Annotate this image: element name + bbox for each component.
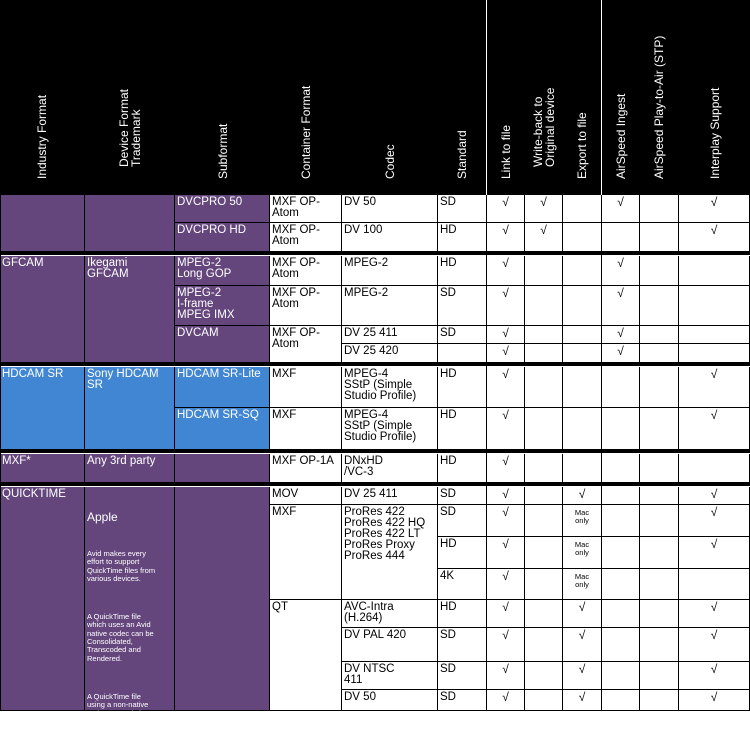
column-divider [601,195,602,711]
cell-subformat: MPEG-2 Long GOP [175,256,270,286]
cell-container: MXF [270,505,342,600]
cell-link: √ [487,286,525,326]
cell-device: Sony HDCAM SR [85,367,175,450]
cell-ingest [602,537,640,569]
cell-codec: DV 100 [342,223,438,252]
header-label: Standard [455,130,469,179]
cell-export: √ [563,628,602,662]
cell-export [563,326,602,344]
cell-codec: DNxHD /VC-3 [342,454,438,483]
cell-standard: HD [438,223,487,252]
cell-subformat: DVCPRO HD [175,223,270,252]
cell-link: √ [487,326,525,344]
header-link [487,0,524,195]
cell-export [563,286,602,326]
cell-writeback [525,286,563,326]
cell-writeback [525,662,563,690]
cell-ingest [602,487,640,505]
header-industry-format [0,0,84,195]
cell-subformat [175,487,270,711]
cell-export [563,344,602,363]
header-label: Write-back to Original device [531,87,557,167]
cell-standard: SD [438,326,487,344]
note-native: A QuickTime file which uses an Avid native codec can be Consolidated, Transcoded and Rendered. [87,612,154,663]
header-label: Subformat [215,123,230,179]
header-label: AirSpeed Play-to-Air (STP) [652,35,666,179]
cell-export: √ [563,487,602,505]
cell-industry: QUICKTIME [0,487,85,711]
header-export [563,0,601,195]
cell-container: MXF OP- Atom [270,326,342,363]
cell-interplay: √ [679,628,750,662]
note-nonnative: A QuickTime file using a non-native codec can only be Transcoded. [87,691,149,726]
cell-link: √ [487,537,525,569]
cell-standard: SD [438,505,487,537]
cell-playtoair [640,223,679,252]
cell-standard: SD [438,487,487,505]
cell-link: √ [487,662,525,690]
cell-ingest: √ [602,195,640,223]
cell-interplay: √ [679,223,750,252]
header-playtoair [640,0,678,195]
cell-ingest [602,662,640,690]
table-header [0,0,750,195]
cell-standard: 4K [438,569,487,600]
cell-writeback [525,256,563,286]
header-ingest [602,0,639,195]
cell-codec: DV 25 420 [342,344,438,363]
cell-device: Any 3rd party [85,454,175,483]
cell-link: √ [487,628,525,662]
cell-codec: AVC-Intra (H.264) [342,600,438,628]
cell-container: MXF OP- Atom [270,223,342,252]
cell-writeback [525,628,563,662]
cell-codec: MPEG-4 SStP (Simple Studio Profile) [342,367,438,408]
cell-interplay: √ [679,537,750,569]
cell-interplay: √ [679,505,750,537]
group-divider [0,252,750,255]
cell-container: MOV [270,487,342,505]
cell-standard: HD [438,600,487,628]
cell-link: √ [487,256,525,286]
cell-container: QT [270,600,342,711]
header-container [270,0,342,195]
cell-container: MXF OP- Atom [270,286,342,326]
cell-link: √ [487,367,525,408]
cell-writeback [525,408,563,450]
cell-standard: SD [438,286,487,326]
cell-writeback: √ [525,195,563,223]
cell-playtoair [640,326,679,344]
cell-link: √ [487,600,525,628]
cell-device [85,487,175,726]
cell-writeback [525,487,563,505]
cell-writeback [525,569,563,600]
cell-export: √ [563,690,602,711]
header-codec [342,0,438,195]
cell-export [563,195,602,223]
cell-interplay [679,286,750,326]
cell-ingest [602,628,640,662]
cell-export [563,454,602,483]
header-label: Container Format [299,85,313,179]
cell-container: MXF [270,367,342,408]
cell-codec: MPEG-2 [342,286,438,326]
cell-playtoair [640,628,679,662]
table-left-border [0,195,1,711]
cell-link: √ [487,690,525,711]
cell-subformat [175,454,270,483]
cell-standard [438,344,487,363]
cell-codec: DV NTSC 411 [342,662,438,690]
cell-link: √ [487,505,525,537]
cell-device: Ikegami GFCAM [85,256,175,363]
cell-writeback [525,600,563,628]
cell-standard: SD [438,690,487,711]
cell-industry: MXF* [0,454,85,483]
cell-standard: SD [438,662,487,690]
cell-codec: DV 50 [342,195,438,223]
cell-export: Mac only [563,505,602,537]
cell-playtoair [640,690,679,711]
cell-link: √ [487,569,525,600]
cell-standard: SD [438,195,487,223]
cell-interplay: √ [679,367,750,408]
cell-container: MXF OP- Atom [270,195,342,223]
header-divider [601,0,602,195]
cell-standard: HD [438,537,487,569]
cell-writeback [525,690,563,711]
cell-writeback [525,505,563,537]
cell-industry: HDCAM SR [0,367,85,450]
cell-link: √ [487,223,525,252]
cell-container: MXF OP- Atom [270,256,342,286]
cell-interplay [679,569,750,600]
group-divider [0,450,750,453]
cell-codec: ProRes 422 ProRes 422 HQ ProRes 422 LT ProRes Proxy ProRes 444 [342,505,438,600]
cell-interplay: √ [679,662,750,690]
cell-ingest: √ [602,344,640,363]
cell-writeback: √ [525,223,563,252]
cell-ingest [602,505,640,537]
group-divider [0,363,750,366]
group-divider [0,483,750,486]
cell-ingest [602,408,640,450]
cell-playtoair [640,600,679,628]
cell-playtoair [640,367,679,408]
cell-export: √ [563,600,602,628]
cell-playtoair [640,195,679,223]
header-standard [438,0,486,195]
cell-codec: MPEG-4 SStP (Simple Studio Profile) [342,408,438,450]
cell-playtoair [640,408,679,450]
header-divider [486,0,487,195]
cell-playtoair [640,569,679,600]
cell-subformat: HDCAM SR-Lite [175,367,270,408]
cell-link: √ [487,487,525,505]
cell-container: MXF OP-1A [270,454,342,483]
cell-link: √ [487,344,525,363]
cell-codec: DV 25 411 [342,487,438,505]
header-interplay [679,0,750,195]
header-label: Export to file [575,112,589,179]
cell-standard: HD [438,256,487,286]
cell-subformat: DVCPRO 50 [175,195,270,223]
cell-export: Mac only [563,537,602,569]
cell-standard: SD [438,628,487,662]
cell-ingest [602,367,640,408]
cell-subformat: DVCAM [175,326,270,363]
cell-writeback [525,454,563,483]
cell-playtoair [640,505,679,537]
cell-link: √ [487,195,525,223]
header-label: AirSpeed Ingest [613,93,628,179]
cell-export: √ [563,662,602,690]
cell-export [563,408,602,450]
cell-interplay [679,344,750,363]
cell-standard: HD [438,454,487,483]
cell-export [563,256,602,286]
cell-ingest: √ [602,326,640,344]
header-writeback [525,0,563,195]
device-name: Apple [87,510,118,524]
cell-playtoair [640,286,679,326]
cell-playtoair [640,256,679,286]
cell-writeback [525,326,563,344]
cell-ingest: √ [602,286,640,326]
cell-codec: DV 25 411 [342,326,438,344]
cell-link: √ [487,454,525,483]
cell-interplay: √ [679,690,750,711]
cell-playtoair [640,487,679,505]
cell-ingest: √ [602,256,640,286]
cell-playtoair [640,344,679,363]
header-label: Interplay Support [707,87,722,179]
cell-ingest [602,600,640,628]
cell-industry: GFCAM [0,256,85,363]
cell-playtoair [640,454,679,483]
cell-ingest [602,454,640,483]
cell-interplay [679,326,750,344]
cell-interplay [679,454,750,483]
cell-export [563,367,602,408]
cell-writeback [525,367,563,408]
cell-industry [0,195,85,252]
cell-interplay: √ [679,195,750,223]
cell-link: √ [487,408,525,450]
cell-interplay: √ [679,408,750,450]
cell-export: Mac only [563,569,602,600]
cell-device [85,195,175,252]
header-label: Codec [383,144,397,179]
header-label: Device Format Trademark [116,88,143,167]
cell-subformat: MPEG-2 I-frame MPEG IMX [175,286,270,326]
cell-writeback [525,537,563,569]
note-support: Avid makes every effort to support QuickTime files from various devices. [87,549,156,583]
cell-interplay: √ [679,487,750,505]
header-subformat [175,0,270,195]
cell-playtoair [640,537,679,569]
cell-subformat: HDCAM SR-SQ [175,408,270,450]
cell-interplay [679,256,750,286]
cell-standard: HD [438,367,487,408]
cell-ingest [602,223,640,252]
header-device-format [85,0,174,195]
cell-writeback [525,344,563,363]
cell-codec: MPEG-2 [342,256,438,286]
cell-codec: DV 50 [342,690,438,711]
cell-export [563,223,602,252]
header-label: Industry Format [35,94,49,179]
cell-standard: HD [438,408,487,450]
cell-ingest [602,690,640,711]
header-label: Link to file [498,124,513,179]
cell-ingest [602,569,640,600]
cell-playtoair [640,662,679,690]
cell-codec: DV PAL 420 [342,628,438,662]
cell-container: MXF [270,408,342,450]
column-divider [486,195,487,711]
cell-interplay: √ [679,600,750,628]
